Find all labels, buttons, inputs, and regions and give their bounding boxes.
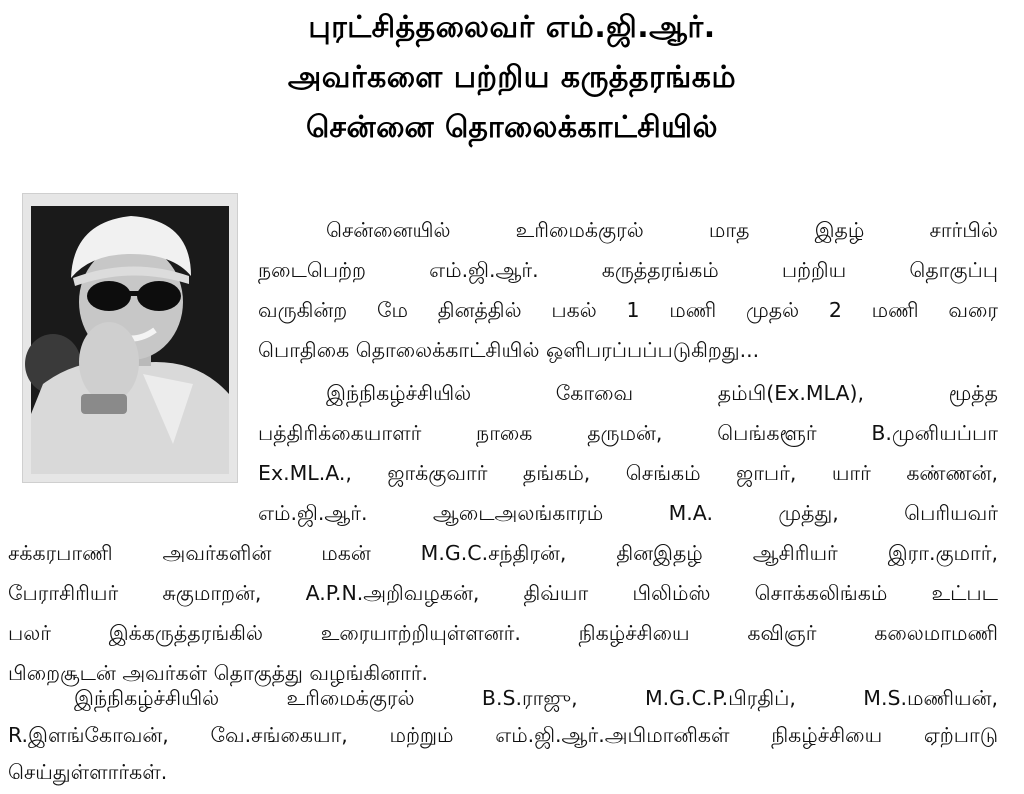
portrait-photo-icon: [23, 194, 237, 482]
paragraph2-line-8: பிறைசூடன் அவர்கள் தொகுத்து வழங்கினார்.: [8, 661, 429, 685]
paragraph3-line-1: இந்நிகழ்ச்சியில் உரிமைக்குரல் B.S.ராஜு, M.G.C.P.பிரதிப், M.S.மணியன்,: [74, 686, 998, 710]
paragraph2-line-3: Ex.ML.A., ஜாக்குவார் தங்கம், செங்கம் ஜாபர், யார் கண்ணன்,: [258, 461, 998, 485]
paragraph2-line-1: இந்நிகழ்ச்சியில் கோவை தம்பி(Ex.MLA), மூத்த: [326, 381, 998, 405]
paragraph1-line-4: பொதிகை தொலைக்காட்சியில் ஒளிபரப்பப்படுகிறது...: [258, 338, 760, 362]
paragraph2-line-5: சக்கரபாணி அவர்களின் மகன் M.G.C.சந்திரன், தினஇதழ் ஆசிரியர் இரா.குமார்,: [8, 541, 998, 565]
portrait-photo: [22, 193, 238, 483]
paragraph1-line-1: சென்னையில் உரிமைக்குரல் மாத இதழ் சார்பில்: [326, 218, 998, 242]
title-line-3: சென்னை தொலைக்காட்சியில்: [306, 110, 718, 145]
title-line-1: புரட்சித்தலைவர் எம்.ஜி.ஆர்.: [308, 10, 716, 45]
paragraph3-line-2: R.இளங்கோவன், வே.சங்கையா, மற்றும் எம்.ஜி.ஆர்.அபிமானிகள் நிகழ்ச்சியை ஏற்பாடு: [8, 723, 998, 747]
paragraph2-line-4: எம்.ஜி.ஆர். ஆடைஅலங்காரம் M.A. முத்து, பெரியவர்: [258, 501, 998, 525]
paragraph1-line-2: நடைபெற்ற எம்.ஜி.ஆர். கருத்தரங்கம் பற்றிய தொகுப்பு: [258, 258, 998, 282]
paragraph2-line-7: பலர் இக்கருத்தரங்கில் உரையாற்றியுள்ளனர். நிகழ்ச்சியை கவிஞர் கலைமாமணி: [8, 621, 998, 645]
paragraph3-line-3: செய்துள்ளார்கள்.: [8, 760, 168, 784]
title-line-2: அவர்களை பற்றிய கருத்தரங்கம்: [287, 60, 737, 95]
paragraph2-line-6: பேராசிரியர் சுகுமாறன், A.P.N.அறிவழகன், திவ்யா பிலிம்ஸ் சொக்கலிங்கம் உட்பட: [8, 581, 998, 605]
paragraph1-line-3: வருகின்ற மே தினத்தில் பகல் 1 மணி முதல் 2 மணி வரை: [258, 298, 998, 322]
paragraph2-line-2: பத்திரிக்கையாளர் நாகை தருமன், பெங்களூர் B.முனியப்பா: [258, 421, 998, 445]
